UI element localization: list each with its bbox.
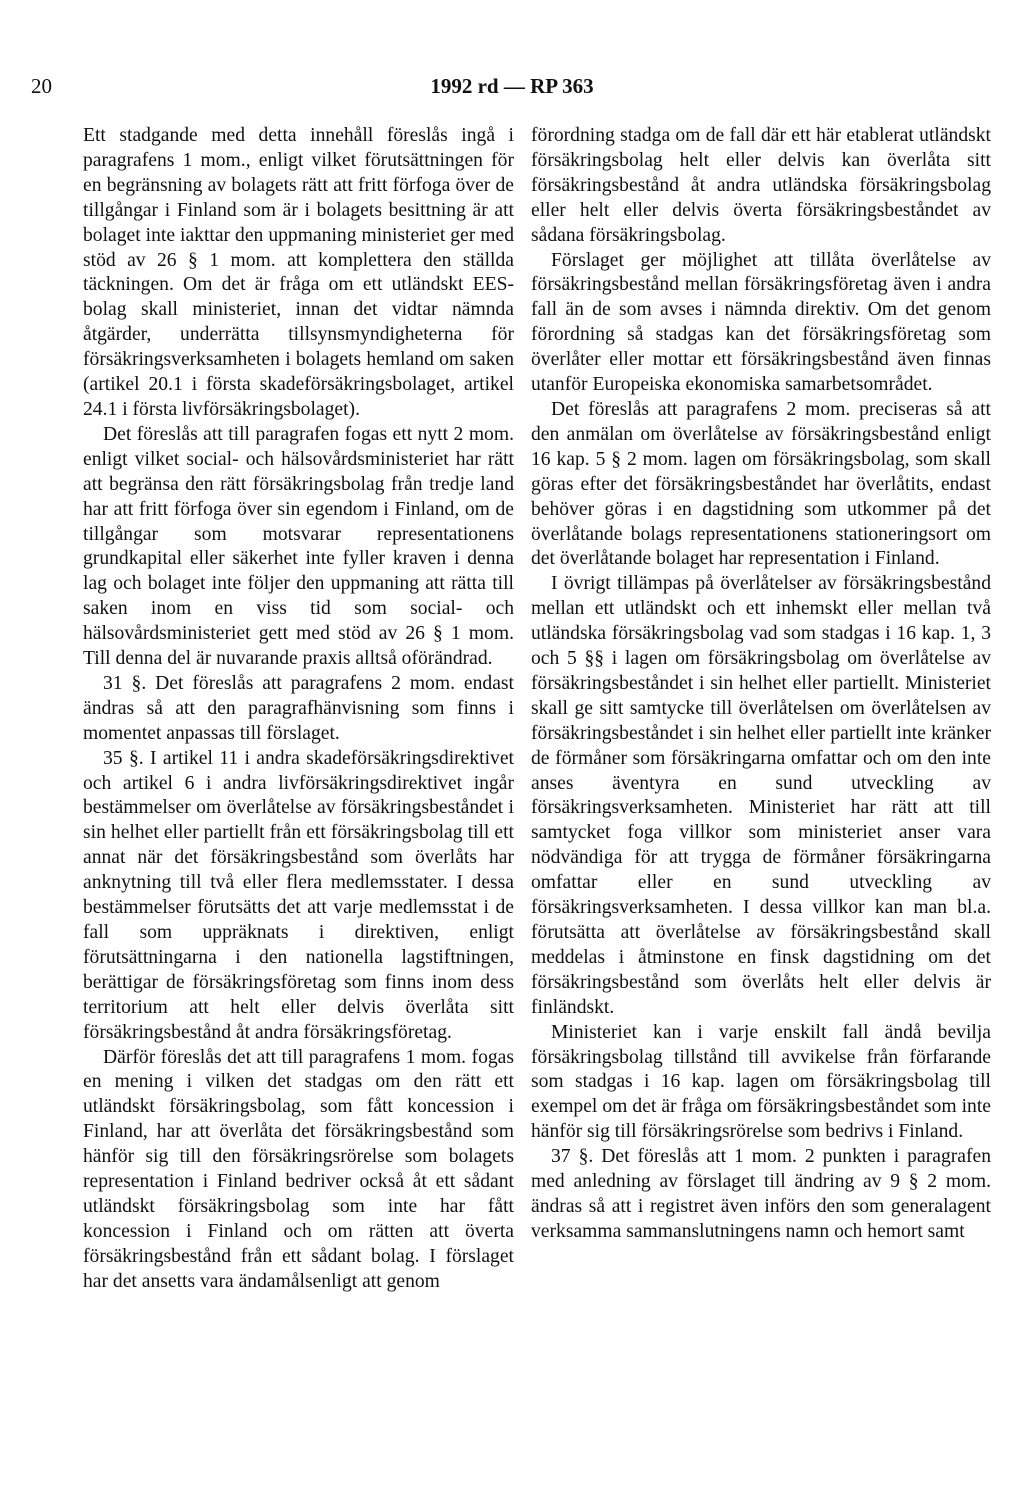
paragraph: 31 §. Det föreslås att paragrafens 2 mom. endast ändras så att den paragrafhänvisning som finns i momentet anpassas till förslaget. [83,672,514,744]
paragraph: I övrigt tillämpas på överlåtelser av försäkringsbestånd mellan ett utländskt och ett inhemskt eller mellan två utländska försäkringsbolag vad som stadgas i 16 kap. 1, 3 och 5 §§ i lagen om försäkringsbolag om överlåtelse av försäkringsbeståndet i sin helhet eller partiellt. Ministeriet skall ge sitt samtycke till överlåtelsen om överlåtelsen av försäkringsbeståndet i sin helhet eller partiellt inte kränker de förmåner som försäkringarna omfattar och om den inte anses äventyra en sund utveckling av försäkringsverksamheten. Ministeriet har rätt att till samtycket foga villkor som ministeriet anser vara nödvändiga för att trygga de förmåner försäkringarna omfattar eller en sund utveckling av försäkringsverksamheten. I dessa villkor kan man bl.a. förutsätta att överlåtelse av försäkringsbestånd skall meddelas i åtminstone en finsk dagstidning om det försäkringsbestånd som överlåts helt eller delvis är finländskt. [531,573,991,1018]
paragraph: 35 §. I artikel 11 i andra skadeförsäkringsdirektivet och artikel 6 i andra livförsäkringsdirektivet ingår bestämmelser om överlåtelse av försäkringsbeståndet i sin helhet eller partiellt från ett försäkringsbolag till ett annat när det försäkringsbestånd som överlåts har anknytning till två eller flera medlemsstater. I dessa bestämmelser förutsätts det att varje medlemsstat i de fall som uppräknats i direktiven, enligt förutsättningarna i den nationella lagstiftningen, berättigar de försäkringsföretag som finns inom dess territorium att helt eller delvis överlåta sitt försäkringsbestånd åt andra försäkringsföretag. [83,747,514,1043]
page-number: 20 [31,74,52,98]
paragraph: Det föreslås att till paragrafen fogas ett nytt 2 mom. enligt vilket social- och hälsovårdsministeriet har rätt att begränsa den rätt försäkringsbolag från tredje land har att fritt förfoga över sin egendom i Finland, om de tillgångar som motsvarar representationens grundkapital eller säkerhet inte fyller kraven i denna lag och bolaget inte följer den uppmaning att rätta till saken inom en viss tid som social- och hälsovårdsministeriet gett med stöd av 26 § 1 mom. Till denna del är nuvarande praxis alltså oförändrad. [83,423,514,670]
paragraph: Ministeriet kan i varje enskilt fall ändå bevilja försäkringsbolag tillstånd till avvikelse från förfarande som stadgas i 16 kap. lagen om försäkringsbolag till exempel om det är fråga om försäkringsbeståndet som inte hänför sig till försäkringsrörelse som bedrivs i Finland. [531,1021,991,1143]
paragraph: Det föreslås att paragrafens 2 mom. preciseras så att den anmälan om överlåtelse av försäkringsbestånd enligt 16 kap. 5 § 2 mom. lagen om försäkringsbolag, som skall göras efter det försäkringsbeståndet har överlåtits, endast behöver göras i en dagstidning som utkommer på det överlåtande bolags representationens stationeringsort om det överlåtande bolaget har representation i Finland. [531,398,991,570]
paragraph: förordning stadga om de fall där ett här etablerat utländskt försäkringsbolag helt eller delvis kan överlåta sitt försäkringsbestånd åt andra utländska försäkringsbolag eller helt eller delvis överta försäkringsbeståndet av sådana försäkringsbolag. [531,125,991,246]
paragraph: Därför föreslås det att till paragrafens 1 mom. fogas en mening i vilken det stadgas om den rätt ett utländskt försäkringsbolag, som fått koncession i Finland, har att överlåta det försäkringsbestånd som hänför sig till den försäkringsrörelse som bolagets representation i Finland bedriver också åt ett sådant utländskt försäkringsbolag som inte har fått koncession i Finland och om rätten att överta försäkringsbestånd från ett sådant bolag. I förslaget har det ansetts vara ändamålsenligt att genom [83,1046,514,1292]
paragraph: Förslaget ger möjlighet att tillåta överlåtelse av försäkringsbestånd mellan försäkringsföretag även i andra fall än de som avses i nämnda direktiv. Om det genom förordning så stadgas kan det försäkringsföretag som överlåter eller mottar ett försäkringsbestånd även finnas utanför Europeiska ekonomiska samarbetsområdet. [531,249,991,396]
running-head: 1992 rd — RP 363 [430,74,594,98]
left-column [83,124,514,1295]
paragraph: Ett stadgande med detta innehåll föreslås ingå i paragrafens 1 mom., enligt vilket förutsättningen för en begränsning av bolagets rätt att fritt förfoga över de tillgångar i Finland som är i bolagets besittning är att bolaget inte iakttar den uppmaning ministeriet ger med stöd av 26 § 1 mom. att komplettera den ställda täckningen. Om det är fråga om ett utländskt EES-bolag skall ministeriet, innan det vidtar nämnda åtgärder, underrätta tillsynsmyndigheterna för försäkringsverksamheten i bolagets hemland om saken (artikel 20.1 i första skadeförsäkringsbolaget, artikel 24.1 i första livförsäkringsbolaget). [83,125,514,420]
paragraph: 37 §. Det föreslås att 1 mom. 2 punkten i paragrafen med anledning av förslaget till ändring av 9 § 2 mom. ändras så att i registret även införs den som generalagent verksamma sammanslutningens namn och hemort samt [531,1146,991,1242]
right-column [531,124,991,1245]
